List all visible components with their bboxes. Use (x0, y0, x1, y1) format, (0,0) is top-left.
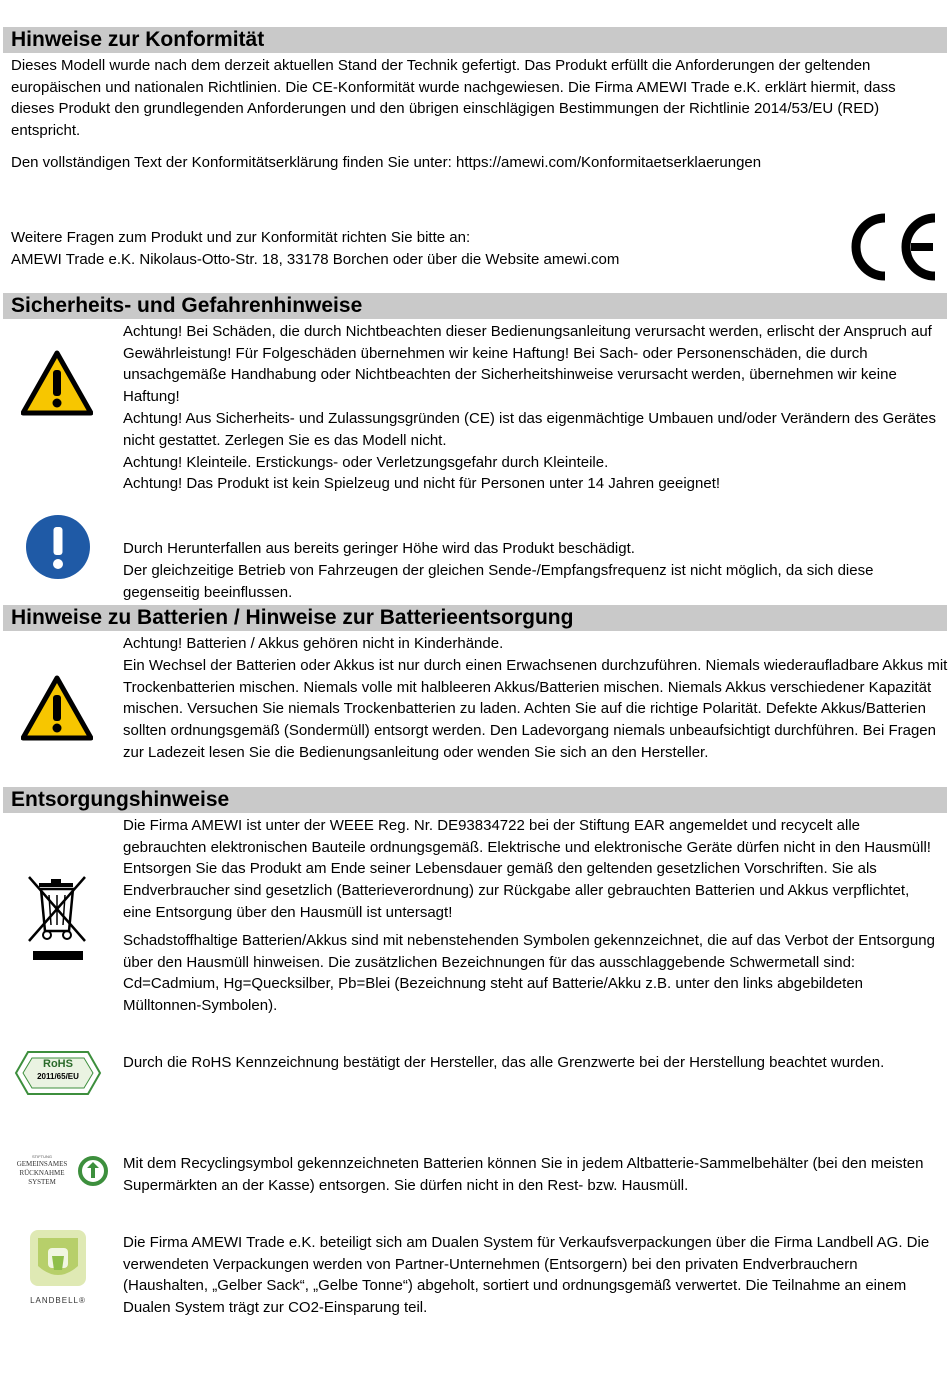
grs-logo-line3: SYSTEM (28, 1178, 56, 1186)
grs-logo-line0: STIFTUNG (32, 1154, 52, 1159)
hazardous-battery-text: Schadstoffhaltige Batterien/Akkus sind mit nebenstehenden Symbolen gekennzeichnet, die auf das Verbot der Entsorgung über den Hausmüll hinweisen. Die zusätzlichen Bezeichnungen für das ausschlaggebende Schwermetall sind: Cd=Cadmium, Hg=Quecksilber, Pb=Blei (Bezeichnung steht auf Batterie/Akku z.B. unter den links abgebildeten Mülltonnen-Symbolen). (123, 932, 935, 1015)
grs-logo (8, 1152, 106, 1192)
battery-warning-triangle-icon (21, 675, 93, 741)
landbell-text: Die Firma AMEWI Trade e.K. beteiligt sich am Dualen System für Verkaufsverpackungen über die Firma Landbell AG. Die verwendeten Verpackungen werden von Partner-Unternehmen (Entsorgern) bei den privaten Endverbrauchern (Haushalten, „Gelber Sack“, „Gelbe Tonne“) abgeholt, sortiert und ordnungsgemäß verwertet. Die Teilnahme an einem Dualen System trägt zur CO2-Einsparung teil. (123, 1234, 930, 1317)
recycling-icon (78, 1156, 108, 1186)
warning-triangle-icon (21, 350, 93, 416)
section-header-sicherheit: Sicherheits- und Gefahrenhinweise (3, 293, 947, 319)
notice-text-1: Durch Herunterfallen aus bereits geringer Höhe wird das Produkt beschädigt. (123, 540, 635, 557)
section-header-batterien: Hinweise zu Batterien / Hinweise zur Batterieentsorgung (3, 605, 947, 631)
rohs-logo (14, 1050, 102, 1096)
grs-logo-line2: RÜCKNAHME (19, 1169, 65, 1177)
mandatory-exclamation-icon (24, 513, 92, 581)
rohs-logo-title: RoHS (43, 1058, 73, 1070)
weee-text: Die Firma AMEWI ist unter der WEEE Reg. Nr. DE93834722 bei der Stiftung EAR angemeldet und recycelt alle gebrauchten elektronischen Bauteile ordnungsgemäß. Elektrische und elektronische Geräte dürfen nicht in den Hausmüll! Entsorgen Sie das Produkt am Ende seiner Lebensdauer gemäß den geltenden gesetzlichen Vorschriften. Sie als Endverbraucher sind gesetzlich (Batterieverordnung) zur Rückgabe aller gebrauchten Batterien und Akkus verpflichtet, eine Entsorgung über den Hausmüll ist untersagt! (123, 817, 931, 921)
contact-line-1: Weitere Fragen zum Produkt und zur Konformität richten Sie bitte an: (11, 229, 471, 246)
notice-text-2: Der gleichzeitige Betrieb von Fahrzeugen der gleichen Sende-/Empfangsfrequenz ist nicht möglich, da sich diese gegenseitig beeinflussen. (123, 562, 874, 601)
ce-mark-icon (845, 212, 941, 282)
battery-text-2: Ein Wechsel der Batterien oder Akkus ist nur durch einen Erwachsenen durchzuführen. Niemals wiederaufladbare Akkus mit Trockenbatterien mischen. Niemals volle mit halbleeren Akkus/Batterien mischen. Niemals Akkus verschiedener Kapazität mischen. Versuchen Sie niemals Trockenbatterien zu laden. Achten Sie auf die richtige Polarität. Defekte Akkus/Batterien sollten ordnungsgemäß (Sondermüll) entsorgt werden. Den Ladevorgang niemals unbeaufsichtigt durchführen. Bei Fragen zur Ladezeit lesen Sie die Bedienungsanleitung oder wenden Sie sich an den Hersteller. (123, 657, 948, 761)
warning-text-4: Achtung! Das Produkt ist kein Spielzeug und nicht für Personen unter 14 Jahren geeignet! (123, 475, 721, 492)
landbell-logo-text: LANDBELL® (30, 1296, 86, 1305)
section-header-entsorgung: Entsorgungshinweise (3, 787, 947, 813)
konformitaet-link-text: Den vollständigen Text der Konformitätserklärung finden Sie unter: https://amewi.com/Konformitaetserklaerungen (11, 154, 762, 171)
landbell-logo (20, 1226, 96, 1310)
grs-logo-line1: GEMEINSAMES (16, 1160, 68, 1168)
warning-text-1: Achtung! Bei Schäden, die durch Nichtbeachten dieser Bedienungsanleitung verursacht werden, erlischt der Anspruch auf Gewährleistung! Für Folgeschäden übernehmen wir keine Haftung! Bei Sach- oder Personenschäden, die durch unsachgemäße Handhabung oder Nichtbeachten der Sicherheitshinweise verursacht werden, übernehmen wir keine Haftung! (123, 323, 932, 406)
konformitaet-paragraph: Dieses Modell wurde nach dem derzeit aktuellen Stand der Technik gefertigt. Das Produkt erfüllt die Anforderungen der geltenden europäischen und nationalen Richtlinien. Die CE-Konformität wurde nachgewiesen. Die Firma AMEWI Trade e.K. erklärt hiermit, dass dieses Produkt den grundlegenden Anforderungen und den übrigen einschlägigen Bestimmungen der Richtlinie 2014/53/EU (RED) entspricht. (11, 57, 896, 140)
landbell-emblem-icon (26, 1226, 90, 1290)
grs-text: Mit dem Recyclingsymbol gekennzeichneten Batterien können Sie in jedem Altbatterie-Sammelbehälter (bei den meisten Supermärkten an der Kasse) entsorgen. Sie dürfen nicht in den Rest- bzw. Hausmüll. (123, 1155, 924, 1194)
contact-line-2: AMEWI Trade e.K. Nikolaus-Otto-Str. 18, 33178 Borchen oder über die Website amewi.com (11, 251, 620, 268)
battery-text-1: Achtung! Batterien / Akkus gehören nicht in Kinderhände. (123, 635, 504, 652)
warning-text-3: Achtung! Kleinteile. Erstickungs- oder Verletzungsgefahr durch Kleinteile. (123, 454, 609, 471)
warning-text-2: Achtung! Aus Sicherheits- und Zulassungsgründen (CE) ist das eigenmächtige Umbauen und/oder Verändern des Gerätes nicht gestattet. Zerlegen Sie es das Modell nicht. (123, 410, 936, 449)
rohs-text: Durch die RoHS Kennzeichnung bestätigt der Hersteller, das alle Grenzwerte bei der Herstellung beachtet wurden. (123, 1054, 885, 1071)
rohs-logo-directive: 2011/65/EU (37, 1072, 79, 1081)
section-header-konformitaet: Hinweise zur Konformität (3, 27, 947, 53)
crossed-bin-icon (25, 873, 89, 965)
